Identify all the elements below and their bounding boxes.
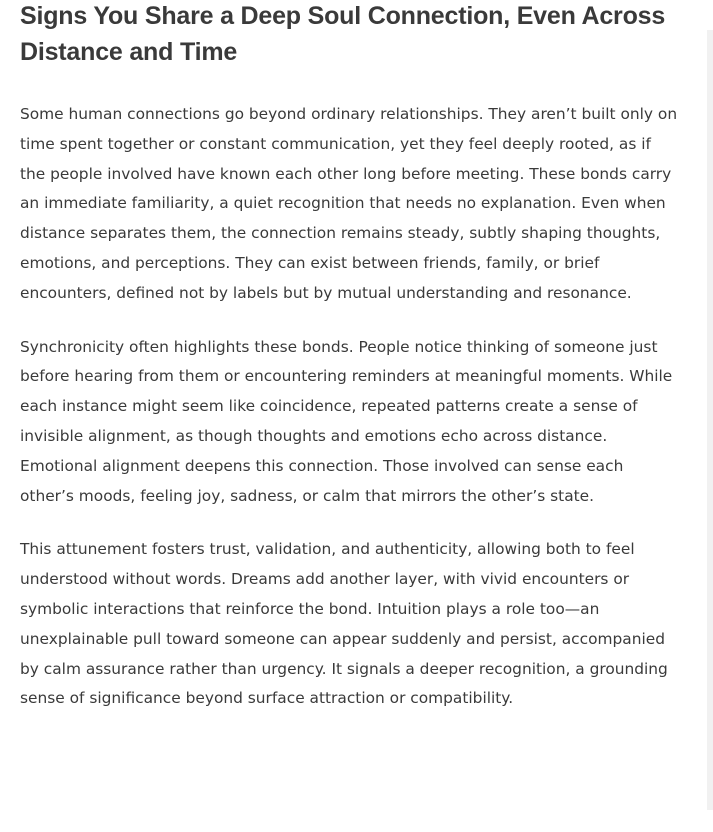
article-paragraph: Synchronicity often highlights these bonds. People notice thinking of someone just before hearing from them or encountering reminders at meaningful moments. While each instance might seem like coincidence, repeated patterns create a sense of invisible alignment, as though thoughts and emotions echo across distance. Emotional alignment deepens this connection. Those involved can sense each other’s moods, feeling joy, sadness, or calm that mirrors the other’s state. [20, 337, 673, 505]
article [20, 0, 680, 714]
article-paragraph: This attunement fosters trust, validation, and authenticity, allowing both to feel understood without words. Dreams add another layer, with vivid encounters or symbolic interactions that reinforce the bond. Intuition plays a role too—an unexplainable pull toward someone can appear suddenly and persist, accompanied by calm assurance rather than urgency. It signals a deeper recognition, a grounding sense of significance beyond surface attraction or compatibility. [20, 540, 668, 708]
scrollbar-thumb[interactable] [707, 30, 713, 810]
article-paragraph: Some human connections go beyond ordinary relationships. They aren’t built only on time spent together or constant communication, yet they feel deeply rooted, as if the people involved have known each other long before meeting. These bonds carry an immediate familiarity, a quiet recognition that needs no explanation. Even when distance separates them, the connection remains steady, subtly shaping thoughts, emotions, and perceptions. They can exist between friends, family, or brief encounters, defined not by labels but by mutual understanding and resonance. [20, 105, 678, 302]
scrollbar[interactable] [707, 0, 713, 832]
article-title: Signs You Share a Deep Soul Connection, Even Across Distance and Time [20, 2, 666, 66]
